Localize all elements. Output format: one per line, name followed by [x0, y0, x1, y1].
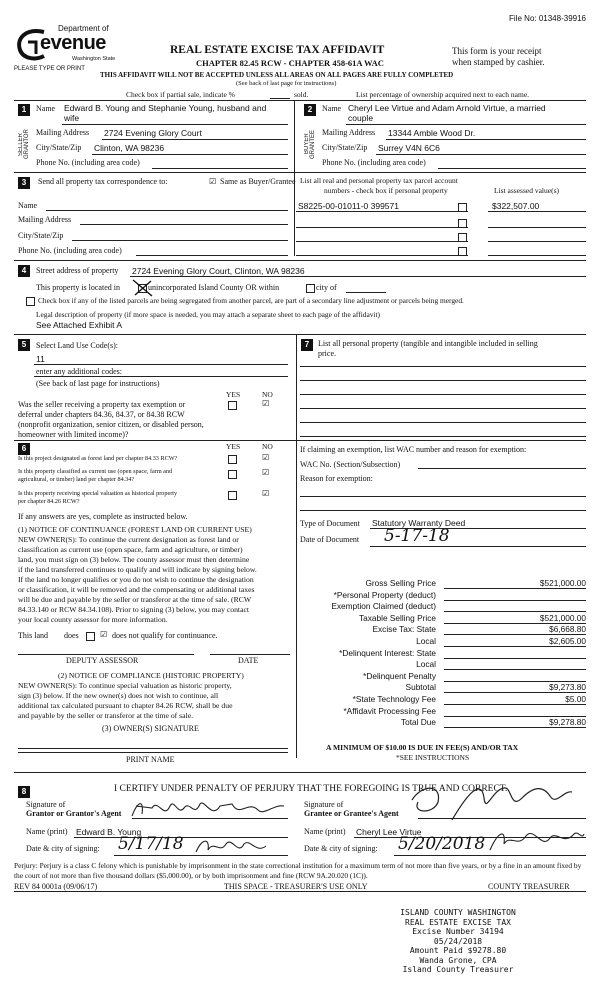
- stamp-line: ISLAND COUNTY WASHINGTON: [400, 908, 516, 917]
- totals-value: $2,605.00: [549, 636, 586, 646]
- see-back-header: (See back of last page for instructions): [236, 80, 337, 87]
- file-number: File No: 01348-39916: [509, 14, 586, 23]
- seller-phone-label: Phone No. (including area code): [36, 158, 140, 167]
- section-1-badge: 1: [18, 104, 30, 116]
- historic-yes-checkbox[interactable]: [228, 491, 237, 500]
- continuance-line: if the land transferred continues to qualify and will indicate by signing below.: [18, 565, 257, 574]
- grantor-signature-label-1: Signature of: [26, 800, 66, 809]
- owner-signature-line: [18, 748, 288, 749]
- corr-phone-label: Phone No. (including area code): [18, 246, 122, 255]
- stamp-line: 05/24/2018: [433, 936, 483, 946]
- seller-city-label: City/State/Zip: [36, 143, 82, 152]
- s5-no-header: NO: [262, 390, 273, 399]
- grantee-date-line: [394, 855, 586, 856]
- treasurer-use-only: THIS SPACE - TREASURER'S USE ONLY: [224, 882, 368, 891]
- grantor-date-value: 5/17/18: [118, 834, 184, 854]
- personal-property-label-2: price.: [318, 349, 336, 358]
- totals-row: [300, 671, 586, 683]
- section-5-badge: 5: [18, 339, 30, 351]
- legal-desc-label: Legal description of property (if more space is needed, you may attach a separate sheet to each page of the affidavit): [36, 310, 380, 319]
- segregated-label: Check box if any of the listed parcels are being segregated from another parcel, are part of a secondary line adjustment or parcels being merged.: [38, 296, 464, 305]
- totals-label: *State Technology Fee: [352, 694, 436, 704]
- exempt-question-3: (nonprofit organization, senior citizen, or disabled person,: [18, 420, 204, 429]
- totals-row: [300, 601, 586, 613]
- divider-6: [14, 440, 296, 441]
- seller-city-value: Clinton, WA 98236: [94, 143, 165, 153]
- section-8-badge: 8: [18, 786, 30, 798]
- s6-no-header: NO: [262, 442, 273, 451]
- forest-no-checkbox[interactable]: ☑: [262, 453, 270, 462]
- totals-row: [300, 613, 586, 625]
- reason-label: Reason for exemption:: [300, 474, 373, 483]
- totals-label: Gross Selling Price: [365, 578, 436, 588]
- historic-question-1: Is this property receiving special valuation as historical property: [18, 490, 178, 497]
- same-as-checkbox[interactable]: ☑: [209, 177, 217, 186]
- assessed-line-2: [488, 227, 586, 228]
- seller-name-line: [62, 124, 288, 125]
- street-address-label: Street address of property: [36, 266, 119, 275]
- totals-row: [300, 682, 586, 694]
- continuance-line: classification as current use (open space, farm and agriculture, or timber): [18, 545, 243, 554]
- current-use-question-1: Is this property classified as current use (open space, farm and: [18, 468, 173, 475]
- grantee-signature-icon: [372, 780, 592, 824]
- assessed-line-1: [488, 211, 586, 212]
- does-label: does: [64, 631, 79, 640]
- section-6-badge: 6: [18, 443, 30, 455]
- corr-city-line: [72, 240, 288, 241]
- exempt-question-1: Was the seller receiving a property tax exemption or: [18, 400, 186, 409]
- historic-line: (2) NOTICE OF COMPLIANCE (HISTORIC PROPERTY): [58, 671, 244, 680]
- personal-line-2: [300, 380, 586, 381]
- personal-line-5: [300, 422, 586, 423]
- divider-top: [14, 100, 586, 101]
- corr-phone-line: [136, 255, 288, 256]
- warning-text: THIS AFFIDAVIT WILL NOT BE ACCEPTED UNLESS ALL AREAS ON ALL PAGES ARE FULLY COMPLETED: [100, 71, 454, 79]
- corr-mailing-label: Mailing Address: [18, 215, 72, 224]
- totals-label: Exemption Claimed (deduct): [331, 601, 436, 612]
- grantor-date-line: [114, 855, 288, 856]
- type-or-print: PLEASE TYPE OR PRINT: [14, 66, 85, 72]
- grantor-signature-label-2: Grantor or Grantor's Agent: [26, 809, 122, 818]
- certify-statement: I CERTIFY UNDER PENALTY OF PERJURY THAT THE FOREGOING IS TRUE AND CORRECT.: [114, 784, 508, 794]
- stamp-line: Excise Number 34194: [412, 927, 504, 936]
- seller-phone-line: [152, 168, 288, 169]
- land-use-value: 11: [36, 354, 45, 364]
- historic-question-2: per chapter 84.26 RCW?: [18, 498, 80, 505]
- continuance-line: or classification, it will be removed and the compensating or additional taxes: [18, 585, 255, 594]
- exempt-yes-checkbox[interactable]: [228, 401, 237, 410]
- parcel-line-2: [296, 227, 468, 228]
- totals-value: $6,668.80: [549, 624, 586, 635]
- divider-center: [296, 334, 297, 758]
- legal-desc-value: See Attached Exhibit A: [36, 320, 123, 330]
- historic-line: sign (3) below. If the new owner(s) does not wish to continue, all: [18, 691, 219, 700]
- totals-label: *Affidavit Processing Fee: [343, 705, 436, 716]
- deputy-assessor-line: [18, 654, 194, 655]
- personal-line-6: [300, 436, 586, 437]
- seller-mailing-value: 2724 Evening Glory Court: [104, 128, 202, 138]
- totals-label: Excise Tax: State: [372, 624, 436, 635]
- reason-line-2: [300, 510, 586, 511]
- partial-sale-label: Check box if partial sale, indicate %: [126, 90, 235, 99]
- doc-date-value: 5-17-18: [384, 526, 450, 546]
- seller-grantor-label: SELLER GRANTOR: [18, 129, 30, 159]
- personal-property-checkbox-1[interactable]: [458, 203, 467, 212]
- continuance-line: your local county assessor for more information.: [18, 615, 168, 624]
- totals-value: $9,278.80: [549, 717, 586, 728]
- corr-name-line: [46, 210, 288, 211]
- buyer-mailing-line: [386, 139, 586, 140]
- totals-value: $5.00: [565, 694, 586, 704]
- totals-row: [300, 717, 586, 729]
- continuance-line: will be due and payable by the seller or transferor at the time of sale. (RCW: [18, 595, 252, 604]
- buyer-name-line: [346, 124, 586, 125]
- seller-name-label: Name: [36, 104, 56, 113]
- county-treasurer-label: COUNTY TREASURER: [488, 882, 570, 891]
- doc-type-label: Type of Document: [300, 519, 360, 528]
- totals-row: [300, 590, 586, 602]
- personal-property-label-1: List all personal property (tangible and intangible included in selling: [318, 339, 538, 348]
- current-use-yes-checkbox[interactable]: [228, 470, 237, 479]
- owner-signature-label: (3) OWNER(S) SIGNATURE: [102, 724, 199, 733]
- totals-label: *Personal Property (deduct): [333, 589, 436, 600]
- grantee-city-signature-icon: [484, 824, 588, 856]
- continuance-line: land, you must sign on (3) below. The county assessor must then determine: [18, 555, 250, 564]
- divider-5: [14, 334, 586, 335]
- personal-line-1: [300, 366, 586, 367]
- city-checkbox[interactable]: [306, 284, 315, 293]
- corr-city-label: City/State/Zip: [18, 231, 64, 240]
- land-use-line: [34, 364, 288, 365]
- reason-line-1: [300, 496, 586, 497]
- buyer-city-line: [376, 154, 586, 155]
- totals-value: $521,000.00: [539, 612, 586, 623]
- totals-row: [300, 706, 586, 718]
- does-checkbox[interactable]: [86, 632, 95, 641]
- print-name-label: PRINT NAME: [126, 755, 175, 764]
- buyer-name-value: Cheryl Lee Virtue and Adam Arnold Virtue, a married: [348, 103, 546, 113]
- current-use-question-2: agricultural, or timber) land per chapter 84.34?: [18, 476, 135, 483]
- receipt-note-1: This form is your receipt: [452, 46, 542, 56]
- stamp-line: Wanda Grone, CPA: [419, 955, 497, 965]
- parcel-header-2: numbers - check box if personal property: [324, 186, 448, 195]
- buyer-grantee-label: BUYER GRANTEE: [304, 129, 316, 159]
- forest-yes-checkbox[interactable]: [228, 455, 237, 464]
- personal-line-4: [300, 408, 586, 409]
- wac-line: [418, 468, 586, 469]
- s5-yes-header: YES: [226, 390, 241, 399]
- grantor-date-city-label: Date & city of signing:: [26, 844, 100, 853]
- assessed-value: $322,507.00: [492, 201, 540, 211]
- parcel-number-value: S8225-00-01011-0 399571: [298, 201, 399, 211]
- forest-question: Is this project designated as forest land per chapter 84.33 RCW?: [18, 455, 178, 462]
- doc-date-line: [370, 546, 586, 547]
- unincorporated-label: unincorporated Island County OR within: [148, 283, 280, 292]
- grantor-name-print-label: Name (print): [26, 827, 68, 836]
- personal-property-checkbox-4[interactable]: [458, 247, 467, 256]
- corr-name-label: Name: [18, 201, 38, 210]
- correspondence-label: Send all property tax correspondence to:: [38, 177, 168, 186]
- street-line: [130, 276, 586, 277]
- totals-row: [300, 624, 586, 636]
- parcel-line-3: [296, 241, 468, 242]
- form-number: REV 84 0001a (09/06/17): [14, 882, 98, 891]
- see-instructions-note: *SEE INSTRUCTIONS: [396, 753, 470, 762]
- grantee-signature-label-1: Signature of: [304, 800, 344, 809]
- stamp-line: Island County Treasurer: [402, 965, 514, 974]
- land-use-see-back: (See back of last page for instructions): [36, 379, 160, 388]
- buyer-city-value: Surrey V4N 6C6: [378, 143, 440, 153]
- footer-line: [14, 891, 586, 892]
- buyer-mailing-value: 13344 Amble Wood Dr.: [388, 128, 476, 138]
- perjury-statement: Perjury: Perjury is a class C felony which is punishable by imprisonment in the state correctional institution for a maximum term of not more than five years, or by a fine in an amount fixed by the court of not more than five thousand dollars ($5,000.00), or by both imprisonment and fine (RCW 9A.20.020 (1C)).: [14, 861, 582, 880]
- assessor-date-line: [210, 654, 290, 655]
- does-not-checkbox[interactable]: ☑: [100, 630, 108, 639]
- continuance-notice: [18, 525, 294, 625]
- continuance-line: If the land no longer qualifies or you do not wish to continue the designation: [18, 575, 254, 584]
- sold-label: sold.: [294, 90, 309, 99]
- exempt-question-2: deferral under chapters 84.36, 84.37, or 84.38 RCW: [18, 410, 185, 419]
- land-use-label: Select Land Use Code(s):: [36, 341, 118, 350]
- logo-revenue-word: evenue: [40, 32, 106, 54]
- minimum-due-note: A MINIMUM OF $10.00 IS DUE IN FEE(S) AND/OR TAX: [326, 743, 519, 752]
- exempt-no-checkbox[interactable]: ☑: [262, 399, 270, 408]
- exemption-claim-label: If claiming an exemption, list WAC number and reason for exemption:: [300, 445, 527, 454]
- buyer-phone-label: Phone No. (including area code): [322, 158, 426, 167]
- totals-row: [300, 659, 586, 671]
- ownership-note: List percentage of ownership acquired next to each name.: [356, 90, 530, 99]
- doc-type-value: Statutory Warranty Deed: [372, 518, 466, 528]
- logo-department: Department of: [58, 24, 109, 33]
- historic-no-checkbox[interactable]: ☑: [262, 489, 270, 498]
- grantee-date-city-label: Date & city of signing:: [304, 844, 378, 853]
- segregated-checkbox[interactable]: [26, 297, 35, 306]
- divider-8: [14, 772, 586, 773]
- continuance-line: 84.33.140 or RCW 84.34.108). Prior to signing (3) below, you may contact: [18, 605, 250, 614]
- wac-label: WAC No. (Section/Subsection): [300, 460, 401, 469]
- seller-mailing-line: [102, 139, 288, 140]
- totals-label: *Delinquent Interest: State: [339, 647, 436, 658]
- parcel-header-1: List all real and personal property tax parcel account: [300, 176, 458, 185]
- totals-value: $9,273.80: [549, 682, 586, 693]
- deputy-assessor-label: DEPUTY ASSESSOR: [66, 656, 139, 665]
- additional-codes-line: [34, 376, 288, 377]
- divider-3: [14, 172, 586, 173]
- divider-7b: [296, 440, 586, 441]
- located-label: This property is located in: [36, 283, 120, 292]
- assessed-line-3: [488, 241, 586, 242]
- this-land-label: This land: [18, 631, 48, 640]
- same-as-label: Same as Buyer/Grantee: [220, 177, 296, 186]
- assessor-date-label: DATE: [238, 656, 259, 665]
- seller-mailing-label: Mailing Address: [36, 128, 90, 137]
- city-of-line: [346, 292, 386, 293]
- grantor-printed-name: Edward B. Young: [76, 827, 142, 837]
- section-2-badge: 2: [304, 104, 316, 116]
- personal-line-3: [300, 394, 586, 395]
- totals-row: [300, 578, 586, 590]
- assessed-header: List assessed value(s): [494, 186, 559, 195]
- historic-notice: [18, 671, 294, 721]
- divider-1-2: [294, 100, 295, 172]
- totals-line: [444, 727, 586, 728]
- stamp-line: Amount Paid $9278.80: [409, 946, 507, 955]
- if-yes-note: If any answers are yes, complete as instructed below.: [18, 512, 188, 521]
- historic-line: additional tax calculated pursuant to chapter 84.26 RCW, shall be due: [18, 701, 233, 710]
- totals-row: [300, 648, 586, 660]
- grantor-signature-icon: [128, 796, 288, 824]
- personal-property-checkbox-2[interactable]: [458, 219, 467, 228]
- totals-label: Taxable Selling Price: [358, 612, 436, 623]
- city-of-label: city of: [316, 283, 337, 292]
- section-4-badge: 4: [18, 265, 30, 277]
- section-7-badge: 7: [301, 339, 313, 351]
- grantee-signature-label-2: Grantee or Grantee's Agent: [304, 809, 399, 818]
- divider-4: [14, 260, 586, 261]
- buyer-city-label: City/State/Zip: [322, 143, 368, 152]
- totals-label: Subtotal: [405, 682, 436, 693]
- buyer-name-value-2: couple: [348, 113, 374, 123]
- section-3-badge: 3: [18, 177, 30, 189]
- buyer-phone-line: [438, 168, 586, 169]
- partial-pct-line: [270, 98, 290, 99]
- grantee-name-print-label: Name (print): [304, 827, 346, 836]
- totals-row: [300, 636, 586, 648]
- grantee-date-value: 5/20/2018: [398, 834, 486, 854]
- assessed-line-4: [488, 255, 586, 256]
- logo-state: Washington State: [72, 56, 116, 62]
- does-not-label: does not qualify for continuance.: [112, 631, 218, 640]
- historic-line: and payable by the seller or transferor at the time of sale.: [18, 711, 194, 720]
- parcel-line-4: [296, 255, 468, 256]
- totals-label: Total Due: [400, 717, 436, 728]
- s6-yes-header: YES: [226, 442, 241, 451]
- seller-name-value: Edward B. Young and Stephanie Young, husband and: [64, 103, 267, 113]
- totals-label: *Delinquent Penalty: [363, 670, 436, 681]
- additional-codes-label: enter any additional codes:: [36, 367, 122, 376]
- current-use-no-checkbox[interactable]: ☑: [262, 468, 270, 477]
- form-title: REAL ESTATE EXCISE TAX AFFIDAVIT: [170, 44, 385, 56]
- totals-value: $521,000.00: [539, 578, 586, 588]
- totals-label: Local: [416, 636, 436, 646]
- parcel-line-1: [296, 211, 468, 212]
- treasurer-stamp: [378, 908, 538, 975]
- revenue-logo: [14, 22, 122, 68]
- corr-mailing-line: [80, 224, 288, 225]
- personal-property-checkbox-3[interactable]: [458, 233, 467, 242]
- seller-city-line: [92, 154, 288, 155]
- stamp-line: REAL ESTATE EXCISE TAX: [405, 917, 511, 927]
- grantee-printed-name: Cheryl Lee Virtue: [356, 827, 422, 837]
- totals-row: [300, 694, 586, 706]
- doc-date-label: Date of Document: [300, 535, 360, 544]
- continuance-line: (1) NOTICE OF CONTINUANCE (FOREST LAND OR CURRENT USE): [18, 525, 252, 534]
- form-subtitle: CHAPTER 82.45 RCW - CHAPTER 458-61A WAC: [196, 58, 384, 68]
- receipt-note-2: when stamped by cashier.: [452, 57, 545, 67]
- exempt-question-4: homeowner with limited income)?: [18, 430, 129, 439]
- continuance-line: NEW OWNER(S): To continue the current designation as forest land or: [18, 535, 239, 544]
- buyer-mailing-label: Mailing Address: [322, 128, 376, 137]
- owner-signature-line-2: [18, 752, 288, 753]
- buyer-name-label: Name: [322, 104, 342, 113]
- totals-label: Local: [416, 659, 436, 670]
- historic-line: NEW OWNER(S): To continue special valuation as historic property,: [18, 681, 232, 690]
- seller-name-value-2: wife: [64, 113, 80, 123]
- street-address-value: 2724 Evening Glory Court, Clinton, WA 98236: [132, 266, 305, 276]
